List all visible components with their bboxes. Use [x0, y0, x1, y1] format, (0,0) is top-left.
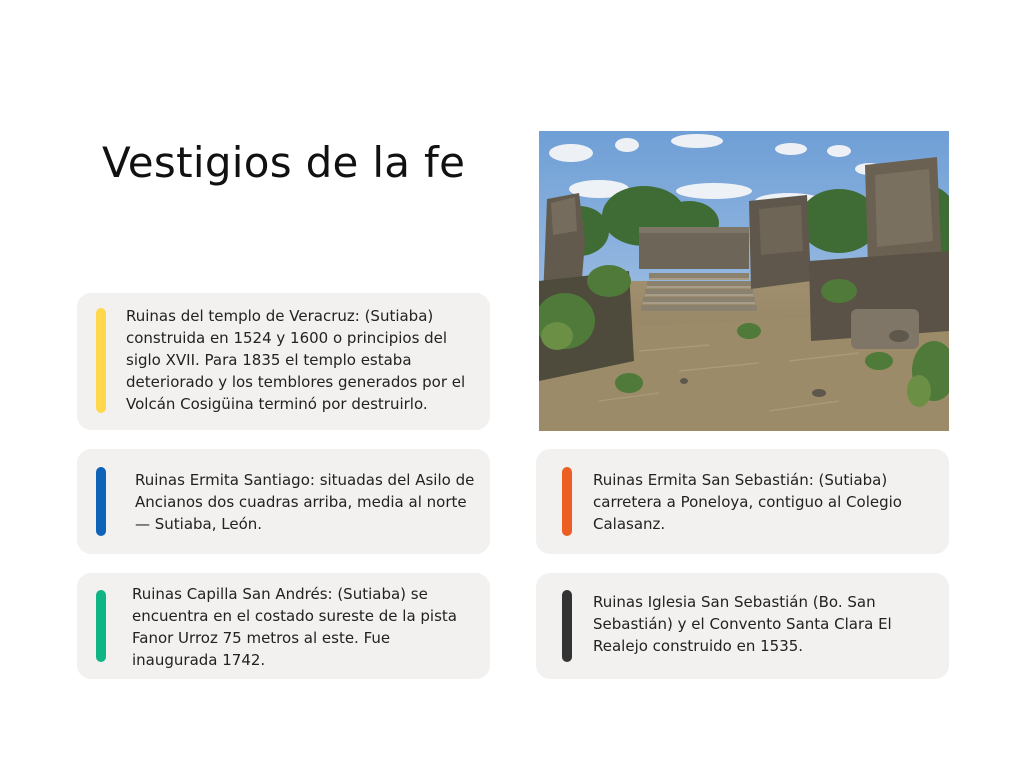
card-ermita-san-sebastian-text: Ruinas Ermita San Sebastián: (Sutiaba) carretera a Poneloya, contiguo al Colegio Calasanz. — [593, 471, 902, 533]
ruins-photo — [539, 131, 949, 431]
card-capilla-san-andres — [77, 573, 490, 679]
card-iglesia-san-sebastian-text: Ruinas Iglesia San Sebastián (Bo. San Sebastián) y el Convento Santa Clara El Realejo construido en 1535. — [593, 593, 892, 655]
accent-bar-orange — [562, 467, 572, 536]
card-ermita-santiago-text: Ruinas Ermita Santiago: situadas del Asilo de Ancianos dos cuadras arriba, media al norte — Sutiaba, León. — [135, 471, 475, 533]
accent-bar-dark — [562, 590, 572, 662]
card-capilla-san-andres-text: Ruinas Capilla San Andrés: (Sutiaba) se encuentra en el costado sureste de la pista Fanor Urroz 75 metros al este. Fue inaugurada 1742. — [132, 585, 457, 669]
card-ermita-santiago — [77, 449, 490, 554]
ruins-photo-illustration — [539, 131, 949, 431]
card-iglesia-san-sebastian — [536, 573, 949, 679]
accent-bar-blue — [96, 467, 106, 536]
card-veracruz-text: Ruinas del templo de Veracruz: (Sutiaba) construida en 1524 y 1600 o principios del siglo XVII. Para 1835 el templo estaba deteriorado y los temblores generados por el Volcán Cosigüina terminó por destruirlo. — [126, 307, 466, 413]
accent-bar-yellow — [96, 308, 106, 413]
card-ermita-san-sebastian — [536, 449, 949, 554]
card-veracruz — [77, 293, 490, 430]
accent-bar-green — [96, 590, 106, 662]
page-title: Vestigios de la fe — [102, 138, 466, 187]
